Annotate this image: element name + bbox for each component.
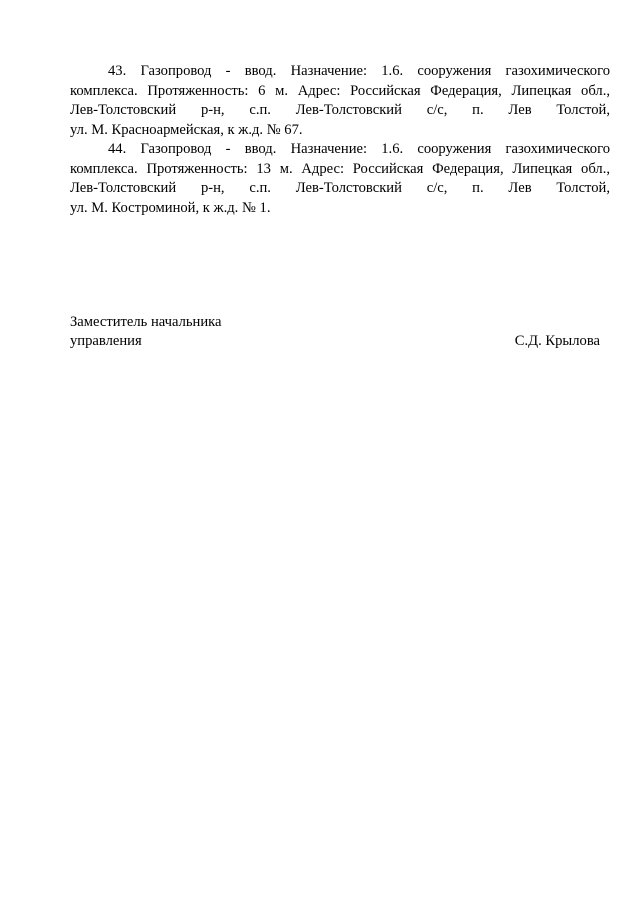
item-43-line-3: Лев-Толстовский р-н, с.п. Лев-Толстовский с/с, п. Лев Толстой, [70, 102, 610, 118]
item-44-line-1: 44. Газопровод - ввод. Назначение: 1.6. сооружения газохимического [108, 141, 610, 157]
signatory-name: С.Д. Крылова [514, 333, 600, 349]
item-44-line-2: комплекса. Протяженность: 13 м. Адрес: Российская Федерация, Липецкая обл., [70, 160, 610, 177]
list-item-43 [70, 62, 610, 140]
item-44-line-3: Лев-Толстовский р-н, с.п. Лев-Толстовский с/с, п. Лев Толстой, [70, 180, 610, 196]
signatory-title-line-1: Заместитель начальника [70, 314, 222, 330]
item-44-line-4: ул. М. Костроминой, к ж.д. № 1. [70, 199, 271, 216]
signature-row [70, 332, 600, 351]
signatory-title-line-2: управления [70, 333, 142, 349]
item-43-line-1: 43. Газопровод - ввод. Назначение: 1.6. сооружения газохимического [108, 63, 610, 79]
signature-block [70, 313, 600, 351]
item-43-line-4: ул. М. Красноармейская, к ж.д. № 67. [70, 121, 303, 138]
list-item-44 [70, 140, 610, 218]
document-body [70, 62, 610, 218]
item-43-line-2: комплекса. Протяженность: 6 м. Адрес: Российская Федерация, Липецкая обл., [70, 82, 610, 99]
